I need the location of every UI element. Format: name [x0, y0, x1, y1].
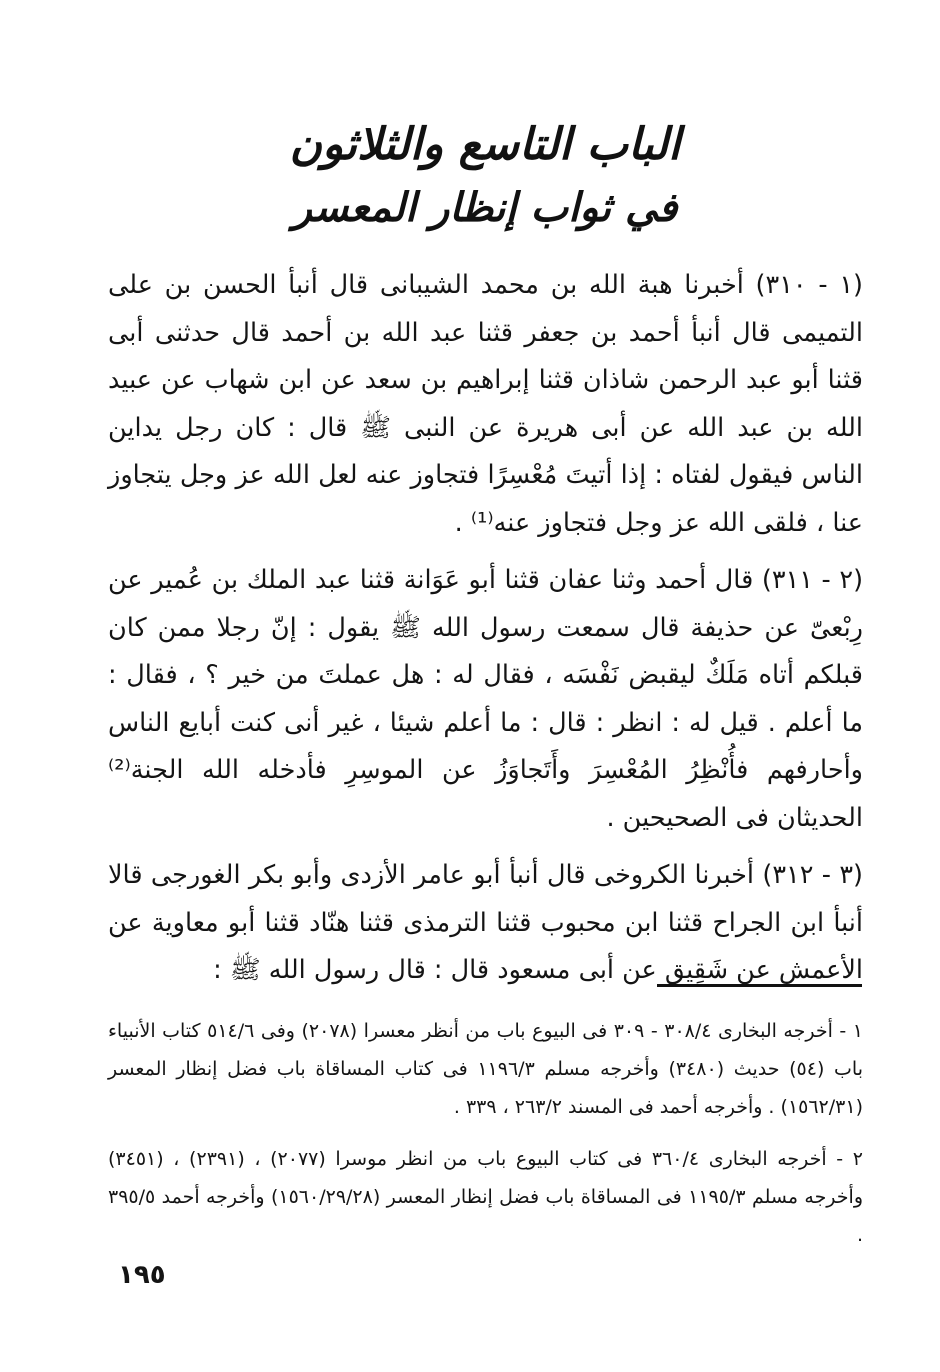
chapter-subtitle: في ثواب إنظار المعسر [292, 185, 678, 231]
footnotes [108, 1012, 863, 1268]
footnote-1: ١ - أخرجه البخارى ٣٠٨/٤ - ٣٠٩ فى البيوع باب من أنظر معسرا (٢٠٧٨) وفى ٥١٤/٦ كتاب الأنبياء باب (٥٤) حديث (٣٤٨٠) وأخرجه مسلم ١١٩٦/٣ فى كتاب المساقاة باب فضل إنظار المعسر (١٥٦٢/٣١) . وأخرجه أحمد فى المسند ٢٦٣/٢ ، ٣٣٩ . [108, 1020, 863, 1118]
footnote-2: ٢ - أخرجه البخارى ٣٦٠/٤ فى كتاب البيوع باب من انظر موسرا (٢٠٧٧) ، (٢٣٩١) ، (٣٤٥١) وأخرجه مسلم ١١٩٥/٣ فى المساقاة باب فضل إنظار المعسر (١٥٦٠/٢٩/٢٨) وأخرجه أحمد ٣٩٥/٥ . [108, 1148, 864, 1246]
hadith-paragraph-312: (٣ - ٣١٢) أخبرنا الكروخى قال أنبأ أبو عامر الأزدى وأبو بكر الغورجى قالا أنبأ ابن الجراح قثنا ابن محبوب قثنا الترمذى قثنا هنّاد قثنا أبو معاوية عن الأعمش عن شَقِيق عن أبى مسعود قال : قال رسول الله ﷺ : [108, 860, 863, 985]
hadith-paragraph-311: (٢ - ٣١١) قال أحمد وثنا عفان قثنا أبو عَوَانة قثنا عبد الملك بن عُمير عن رِبْعىّ عن حذيفة قال سمعت رسول الله ﷺ يقول : إنّ رجلا ممن كان قبلكم أتاه مَلَكٌ ليقبض نَفْسَه ، فقال له : هل عملتَ من خير ؟ ، فقال : ما أعلم . قيل له : انظر : قال : ما أعلم شيئا ، غير أنى كنت أبايع الناس وأحارفهم فأُنْظِرُ المُعْسِرَ وأَتَجاوَزُ عن الموسِرِ فأدخله الله الجنة⁽²⁾ الحديثان فى الصحيحين . [108, 565, 864, 833]
main-text [108, 262, 863, 1005]
page-number: ١٩٥ [118, 1260, 166, 1290]
chapter-title: الباب التاسع والثلاثون [289, 119, 681, 170]
hadith-paragraph-310: (١ - ٣١٠) أخبرنا هبة الله بن محمد الشيبانى قال أنبأ الحسن بن على التميمى قال أنبأ أحمد بن جعفر قثنا عبد الله بن أحمد قال حدثنى أبى قثنا أبو عبد الرحمن شاذان قثنا إبراهيم بن سعد عن ابن شهاب عن عبيد الله بن عبد الله عن أبى هريرة عن النبى ﷺ قال : كان رجل يداين الناس فيقول لفتاه : إذا أتيتَ مُعْسِرًا فتجاوز عنه لعل الله عز وجل يتجاوز عنا ، فلقى الله عز وجل فتجاوز عنه⁽¹⁾ . [108, 270, 863, 538]
footnote-separator [657, 984, 862, 987]
